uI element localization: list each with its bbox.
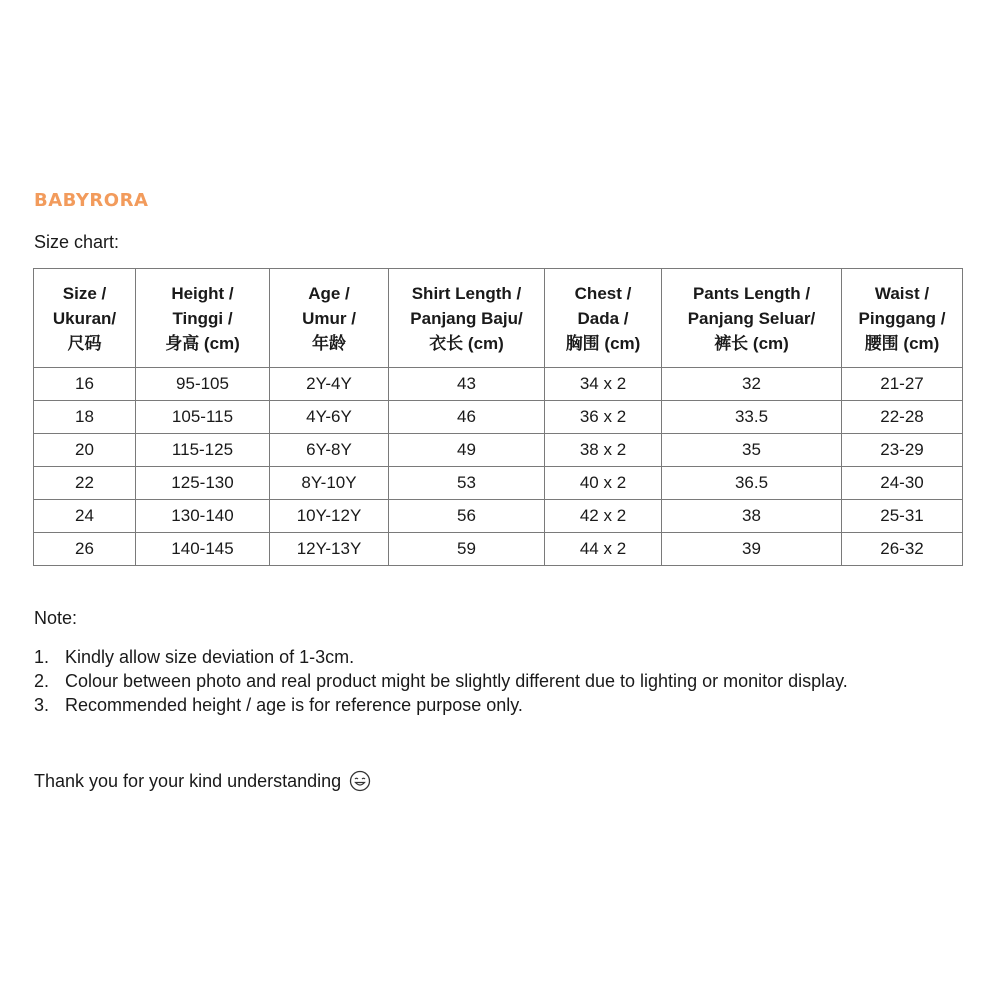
header-line: 身高 (cm) bbox=[165, 333, 240, 353]
table-cell: 130-140 bbox=[136, 500, 270, 533]
table-cell: 43 bbox=[389, 368, 545, 401]
header-line: Age / bbox=[308, 283, 350, 303]
thank-you-line bbox=[34, 770, 371, 792]
note-item bbox=[34, 693, 848, 717]
table-row bbox=[34, 500, 963, 533]
header-line: Waist / bbox=[874, 283, 930, 303]
column-header bbox=[270, 269, 389, 368]
header-line: Ukuran/ bbox=[52, 308, 117, 328]
header-line: Chest / bbox=[574, 283, 632, 303]
table-cell: 25-31 bbox=[842, 500, 963, 533]
header-line: 胸围 (cm) bbox=[565, 333, 641, 353]
table-cell: 125-130 bbox=[136, 467, 270, 500]
table-row bbox=[34, 401, 963, 434]
brand-logo-text: BABYRORA bbox=[34, 190, 149, 211]
size-chart-table bbox=[33, 268, 963, 566]
table-cell: 95-105 bbox=[136, 368, 270, 401]
table-cell: 46 bbox=[389, 401, 545, 434]
table-row bbox=[34, 434, 963, 467]
column-header bbox=[545, 269, 662, 368]
header-line: 衣长 (cm) bbox=[429, 333, 504, 353]
column-header bbox=[136, 269, 270, 368]
table-row bbox=[34, 533, 963, 566]
header-line: 裤长 (cm) bbox=[714, 333, 789, 353]
header-line: Shirt Length / bbox=[411, 283, 522, 303]
header-line: Height / bbox=[171, 283, 234, 303]
table-cell: 24 bbox=[34, 500, 136, 533]
note-text: Colour between photo and real product might be slightly different due to lighting or monitor display. bbox=[65, 671, 848, 691]
table-cell: 23-29 bbox=[842, 434, 963, 467]
table-cell: 56 bbox=[389, 500, 545, 533]
table-body bbox=[34, 368, 963, 566]
table-cell: 33.5 bbox=[662, 401, 842, 434]
header-line: Panjang Baju/ bbox=[410, 308, 523, 328]
table-cell: 10Y-12Y bbox=[270, 500, 389, 533]
table-cell: 26 bbox=[34, 533, 136, 566]
note-text: Recommended height / age is for reference purpose only. bbox=[65, 695, 523, 715]
table-row bbox=[34, 368, 963, 401]
table-cell: 115-125 bbox=[136, 434, 270, 467]
table-cell: 24-30 bbox=[842, 467, 963, 500]
table-cell: 21-27 bbox=[842, 368, 963, 401]
table-cell: 26-32 bbox=[842, 533, 963, 566]
header-line: Umur / bbox=[302, 308, 356, 328]
table-cell: 8Y-10Y bbox=[270, 467, 389, 500]
table-cell: 105-115 bbox=[136, 401, 270, 434]
table-cell: 39 bbox=[662, 533, 842, 566]
table-cell: 38 x 2 bbox=[545, 434, 662, 467]
header-line: Panjang Seluar/ bbox=[687, 308, 816, 328]
table-cell: 49 bbox=[389, 434, 545, 467]
column-header bbox=[34, 269, 136, 368]
column-header bbox=[842, 269, 963, 368]
table-cell: 36.5 bbox=[662, 467, 842, 500]
table-cell: 35 bbox=[662, 434, 842, 467]
note-number: 2. bbox=[34, 671, 50, 691]
header-line: 腰围 (cm) bbox=[864, 333, 940, 353]
table-cell: 140-145 bbox=[136, 533, 270, 566]
table-cell: 34 x 2 bbox=[545, 368, 662, 401]
table-cell: 4Y-6Y bbox=[270, 401, 389, 434]
table-cell: 42 x 2 bbox=[545, 500, 662, 533]
table-cell: 22 bbox=[34, 467, 136, 500]
table-cell: 53 bbox=[389, 467, 545, 500]
table-cell: 12Y-13Y bbox=[270, 533, 389, 566]
table-cell: 16 bbox=[34, 368, 136, 401]
note-title: Note: bbox=[34, 608, 78, 628]
size-chart-label: Size chart: bbox=[34, 232, 120, 252]
header-line: Pinggang / bbox=[858, 308, 946, 328]
table-cell: 2Y-4Y bbox=[270, 368, 389, 401]
note-item bbox=[34, 669, 848, 693]
table-cell: 38 bbox=[662, 500, 842, 533]
header-line: 尺码 bbox=[67, 333, 102, 353]
table-header-row bbox=[34, 269, 963, 368]
thank-you-text: Thank you for your kind understanding bbox=[34, 770, 342, 791]
table-cell: 20 bbox=[34, 434, 136, 467]
table-cell: 18 bbox=[34, 401, 136, 434]
table-cell: 44 x 2 bbox=[545, 533, 662, 566]
table-cell: 40 x 2 bbox=[545, 467, 662, 500]
column-header bbox=[389, 269, 545, 368]
header-line: 年龄 bbox=[312, 333, 346, 353]
table-cell: 32 bbox=[662, 368, 842, 401]
table-cell: 22-28 bbox=[842, 401, 963, 434]
header-line: Size / bbox=[62, 283, 107, 303]
table-cell: 36 x 2 bbox=[545, 401, 662, 434]
column-header bbox=[662, 269, 842, 368]
smile-emoji-icon bbox=[349, 770, 371, 792]
note-number: 3. bbox=[34, 695, 50, 715]
table-cell: 59 bbox=[389, 533, 545, 566]
note-text: Kindly allow size deviation of 1-3cm. bbox=[65, 647, 355, 667]
header-line: Tinggi / bbox=[172, 308, 233, 328]
header-line: Dada / bbox=[577, 308, 629, 328]
note-number: 1. bbox=[34, 647, 50, 667]
header-line: Pants Length / bbox=[692, 283, 811, 303]
table-cell: 6Y-8Y bbox=[270, 434, 389, 467]
table-row bbox=[34, 467, 963, 500]
note-item bbox=[34, 645, 848, 669]
notes-list bbox=[34, 645, 848, 717]
